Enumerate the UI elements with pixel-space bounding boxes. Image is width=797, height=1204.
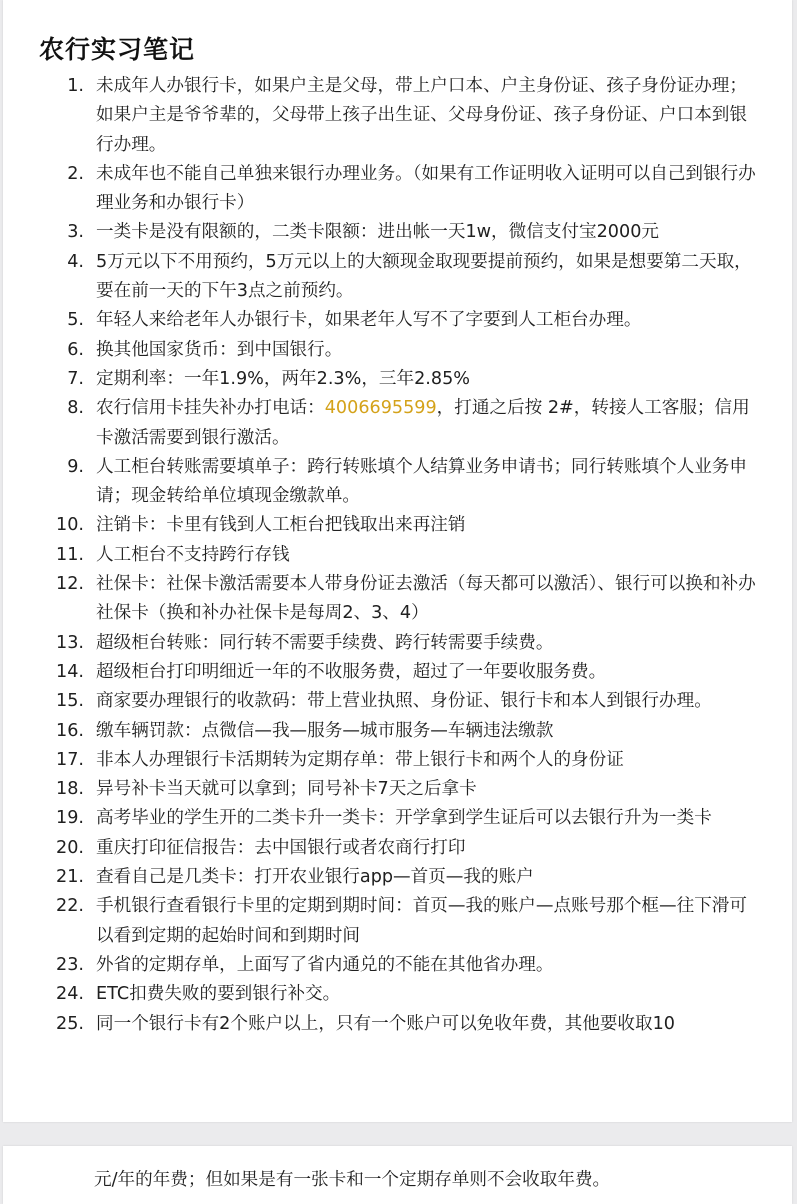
list-item: [3, 746, 792, 775]
list-item: [3, 365, 792, 394]
item-text: 商家要办理银行的收款码：带上营业执照、身份证、银行卡和本人到银行办理。: [96, 691, 712, 712]
list-item: [3, 629, 792, 658]
item-number: 2.: [67, 163, 84, 184]
item-number: 19.: [56, 808, 84, 829]
item-number: 8.: [67, 398, 84, 419]
note-title: 农行实习笔记: [39, 35, 196, 64]
item-text: 定期利率：一年1.9%，两年2.3%，三年2.85%: [96, 368, 471, 389]
list-item: [3, 1010, 792, 1039]
item-text: ETC扣费失败的要到银行补交。: [96, 984, 341, 1005]
item-number: 10.: [56, 515, 84, 536]
list-item: [3, 248, 792, 307]
item-number: 21.: [56, 867, 84, 888]
list-item: [3, 980, 792, 1009]
item-number: 12.: [56, 574, 84, 595]
item-number: 22.: [56, 896, 84, 917]
item-text: 注销卡：卡里有钱到人工柜台把钱取出来再注销: [96, 515, 466, 536]
item-number: 13.: [56, 632, 84, 653]
item-text: 查看自己是几类卡：打开农业银行app—首页—我的账户: [96, 867, 534, 888]
item-text: 非本人办理银行卡活期转为定期存单：带上银行卡和两个人的身份证: [96, 749, 624, 770]
item-text: 超级柜台打印明细近一年的不收服务费，超过了一年要收服务费。: [96, 661, 607, 682]
item-text: 一类卡是没有限额的，二类卡限额：进出帐一天1w，微信支付宝2000元: [96, 222, 659, 243]
list-item: [3, 336, 792, 365]
list-item: [3, 306, 792, 335]
list-item: [3, 570, 792, 629]
list-item: [3, 72, 792, 160]
item-number: 25.: [56, 1013, 84, 1034]
item-text-before: 农行信用卡挂失补办打电话：: [96, 398, 325, 419]
item-number: 24.: [56, 984, 84, 1005]
item-text: 年轻人来给老年人办银行卡，如果老年人写不了字要到人工柜台办理。: [96, 310, 642, 331]
list-item: [3, 160, 792, 219]
item-text: 未成年人办银行卡，如果户主是父母，带上户口本、户主身份证、孩子身份证办理；如果户主是爷爷辈的，父母带上孩子出生证、父母身份证、孩子身份证、户口本到银行办理。: [96, 76, 747, 155]
continuation-text: 元/年的年费；但如果是有一张卡和一个定期存单则不会收取年费。: [94, 1170, 611, 1190]
item-text: 缴车辆罚款：点微信—我—服务—城市服务—车辆违法缴款: [96, 720, 554, 741]
item-text: 超级柜台转账：同行转不需要手续费、跨行转需要手续费。: [96, 632, 554, 653]
list-item: [3, 951, 792, 980]
item-text: 换其他国家货币：到中国银行。: [96, 339, 343, 360]
item-number: 23.: [56, 954, 84, 975]
item-text: 异号补卡当天就可以拿到；同号补卡7天之后拿卡: [96, 779, 477, 800]
item-number: 7.: [67, 368, 84, 389]
item-number: 14.: [56, 661, 84, 682]
list-item: [3, 511, 792, 540]
item-text: 5万元以下不用预约，5万元以上的大额现金取现要提前预约，如果是想要第二天取，要在前一天的下午3点之前预约。: [96, 251, 752, 302]
item-number: 9.: [67, 456, 84, 477]
item-number: 5.: [67, 310, 84, 331]
list-item: [3, 658, 792, 687]
item-number: 3.: [67, 222, 84, 243]
list-item: [3, 834, 792, 863]
item-number: 20.: [56, 837, 84, 858]
item-number: 1.: [67, 76, 84, 96]
item-number: 11.: [56, 544, 84, 565]
list-item: [3, 775, 792, 804]
list-item: [3, 687, 792, 716]
item-number: 16.: [56, 720, 84, 741]
item-text: 重庆打印征信报告：去中国银行或者农商行打印: [96, 837, 466, 858]
item-number: 4.: [67, 251, 84, 272]
note-card: [3, 0, 792, 1122]
notes-list: [3, 72, 792, 1039]
list-item: [3, 863, 792, 892]
item-text: 手机银行查看银行卡里的定期到期时间：首页—我的账户—点账号那个框—往下滑可以看到定期的起始时间和到期时间: [96, 896, 747, 946]
list-item: [3, 892, 792, 951]
list-item: [3, 218, 792, 247]
item-text-after: ，打通之后按 2#，转接人工客服；信用卡激活需要到银行激活。: [96, 398, 750, 448]
item-text: 社保卡：社保卡激活需要本人带身份证去激活（每天都可以激活）、银行可以换和补办社保卡（换和补办社保卡是每周2、3、4）: [96, 574, 756, 624]
item-text: 外省的定期存单，上面写了省内通兑的不能在其他省办理。: [96, 954, 554, 975]
item-number: 6.: [67, 339, 84, 360]
list-item: [3, 394, 792, 453]
item-number: 15.: [56, 691, 84, 712]
list-item: [3, 717, 792, 746]
item-text: 未成年也不能自己单独来银行办理业务。（如果有工作证明收入证明可以自己到银行办理业务和办银行卡）: [96, 163, 756, 214]
list-item: [3, 453, 792, 512]
item-text: 高考毕业的学生开的二类卡升一类卡：开学拿到学生证后可以去银行升为一类卡: [96, 808, 712, 829]
phone-number-link[interactable]: 4006695599: [324, 398, 437, 419]
item-text: 人工柜台转账需要填单子：跨行转账填个人结算业务申请书；同行转账填个人业务申请；现金转给单位填现金缴款单。: [96, 456, 747, 507]
item-text: 同一个银行卡有2个账户以上，只有一个账户可以免收年费，其他要收取10: [96, 1013, 675, 1034]
item-number: 17.: [56, 749, 84, 770]
item-text: 人工柜台不支持跨行存钱: [96, 544, 290, 565]
list-item: [3, 541, 792, 570]
item-number: 18.: [56, 779, 84, 800]
list-item: [3, 804, 792, 833]
